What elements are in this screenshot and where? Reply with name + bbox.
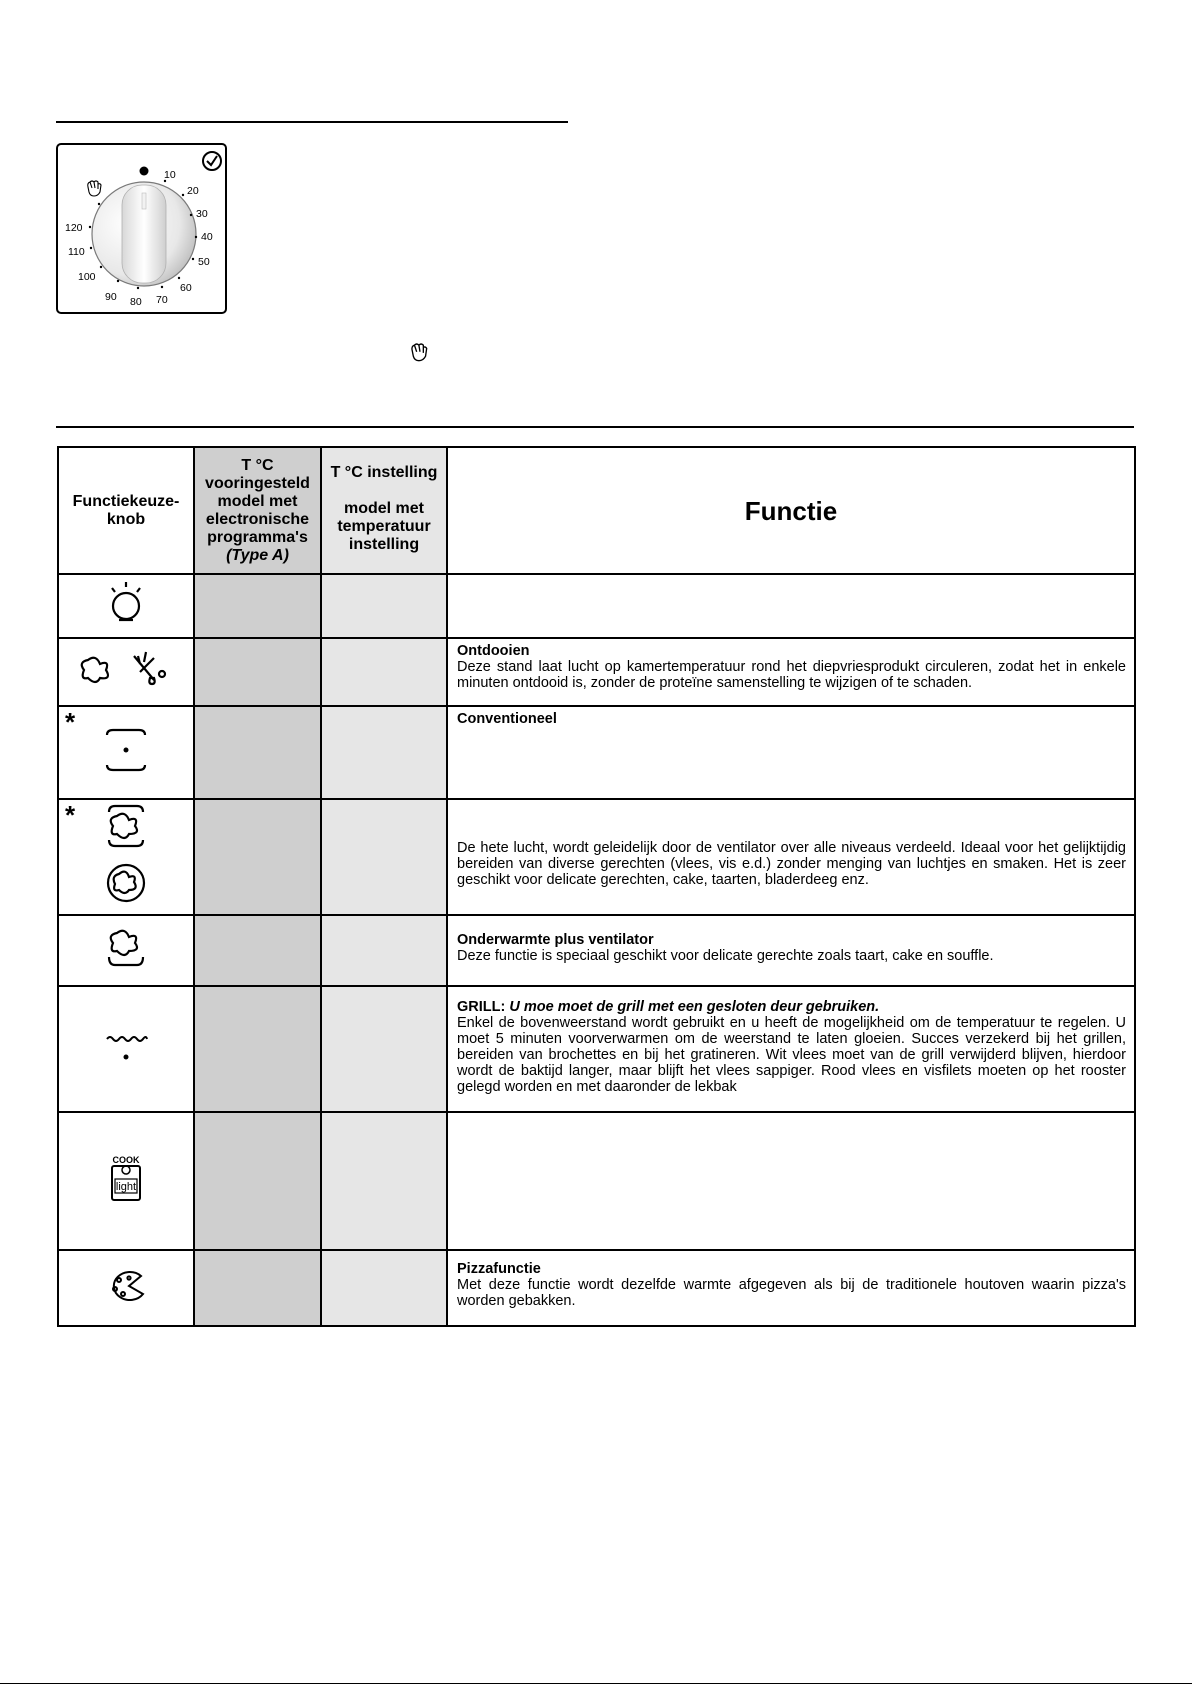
row-function-cell [447, 574, 1135, 638]
header-temp-preset: T °C vooringesteld model met electronische programma's (Type A) [194, 447, 321, 574]
scale-label-10: 10 [164, 169, 176, 181]
scale-label-80: 80 [130, 296, 142, 308]
oven-function-table [57, 446, 1136, 1327]
row-icon-cell [58, 799, 194, 915]
row-icon-cell [58, 638, 194, 706]
table-row [58, 706, 1135, 799]
hand-icon [88, 181, 101, 196]
table-row [58, 1112, 1135, 1250]
scale-label-120: 120 [65, 222, 83, 234]
scale-label-60: 60 [180, 282, 192, 294]
fan-heat-icon [101, 802, 151, 908]
row-function-cell: Onderwarmte plus ventilator Deze functie is speciaal geschikt voor delicate gerechte zoals taart, cake en souffle. [447, 915, 1135, 986]
scale-label-20: 20 [187, 185, 199, 197]
table-row [58, 986, 1135, 1112]
row-icon-cell [58, 574, 194, 638]
star-marker: * [65, 800, 76, 830]
cook-light-icon [104, 1154, 148, 1204]
scale-label-110: 110 [68, 246, 85, 258]
row-function-cell [447, 1112, 1135, 1250]
cook-light-icon-top-text: COOK [112, 1154, 140, 1165]
header-temp-setting: T °C instelling model met temperatuur instelling [321, 447, 447, 574]
timer-dial-graphic [58, 145, 229, 316]
table-row [58, 638, 1135, 706]
oven-light-icon [104, 579, 148, 629]
top-rule [56, 121, 568, 123]
row-function-cell: Ontdooien Deze stand laat lucht op kamertemperatuur rond het diepvriesprodukt circuleren, zodat het in enkele minuten ontdooid is, zonder de proteïne samenstelling te wijzigen of te schaden. [447, 638, 1135, 706]
scale-label-50: 50 [198, 256, 210, 268]
row-icon-cell [58, 986, 194, 1112]
cook-light-icon-bottom-text: light [115, 1180, 137, 1193]
table-row [58, 915, 1135, 986]
clock-check-icon [203, 152, 221, 170]
hand-icon [410, 343, 430, 365]
header-knob: Functiekeuze-knob [58, 447, 194, 574]
row-function-cell: De hete lucht, wordt geleidelijk door de ventilator over alle niveaus verdeeld. Ideaal voor het gelijktijdig bereiden van diverse gerechten (vlees, vis e.d.) zonder menging van luchtjes en smaken. Het is zeer geschikt voor delicate gerechten, cake, taarten, bladerdeeg enz. [447, 799, 1135, 915]
row-icon-cell [58, 915, 194, 986]
bottom-heat-fan-icon [101, 925, 151, 971]
conventional-heat-icon [101, 725, 151, 775]
table-row [58, 574, 1135, 638]
timer-dial-panel [56, 143, 227, 314]
bottom-rule [0, 1683, 1192, 1684]
scale-label-40: 40 [201, 231, 213, 243]
table-row [58, 799, 1135, 915]
scale-label-30: 30 [196, 208, 208, 220]
row-function-cell: Conventioneel [447, 706, 1135, 799]
scale-label-100: 100 [78, 271, 96, 283]
section-rule [56, 426, 1134, 428]
row-function-cell: GRILL: U moe moet de grill met een gesloten deur gebruiken. Enkel de bovenweerstand wordt gebruikt en u heeft de mogelijkheid om de temperatuur te regelen. U moet 5 minuten voorverwarmen om de weerstand te laten gloeien. Succes verzekerd bij het grillen, bereiden van brochettes en bij het gratineren. Wit vlees moet van de grill verwijderd blijven, hierdoor wordt de baktijd langer, maar blijft het vlees sappiger. Rood vlees en visfilets moeten op het rooster gelegd worden en met daaronder de lekbak [447, 986, 1135, 1112]
row-icon-cell [58, 706, 194, 799]
star-marker: * [65, 707, 76, 737]
table-header-row [58, 447, 1135, 574]
dot-marker [140, 167, 149, 176]
defrost-icon [76, 650, 176, 690]
row-function-cell: Pizzafunctie Met deze functie wordt dezelfde warmte afgegeven als bij de traditionele houtoven waarin pizza's worden gebakken. [447, 1250, 1135, 1326]
header-function: Functie [447, 447, 1135, 574]
table-row [58, 1250, 1135, 1326]
scale-label-70: 70 [156, 294, 168, 306]
grill-icon [101, 1027, 151, 1067]
row-icon-cell [58, 1250, 194, 1326]
knob-indicator [142, 193, 146, 209]
row-icon-cell [58, 1112, 194, 1250]
scale-label-90: 90 [105, 291, 117, 303]
pizza-icon [101, 1266, 151, 1306]
